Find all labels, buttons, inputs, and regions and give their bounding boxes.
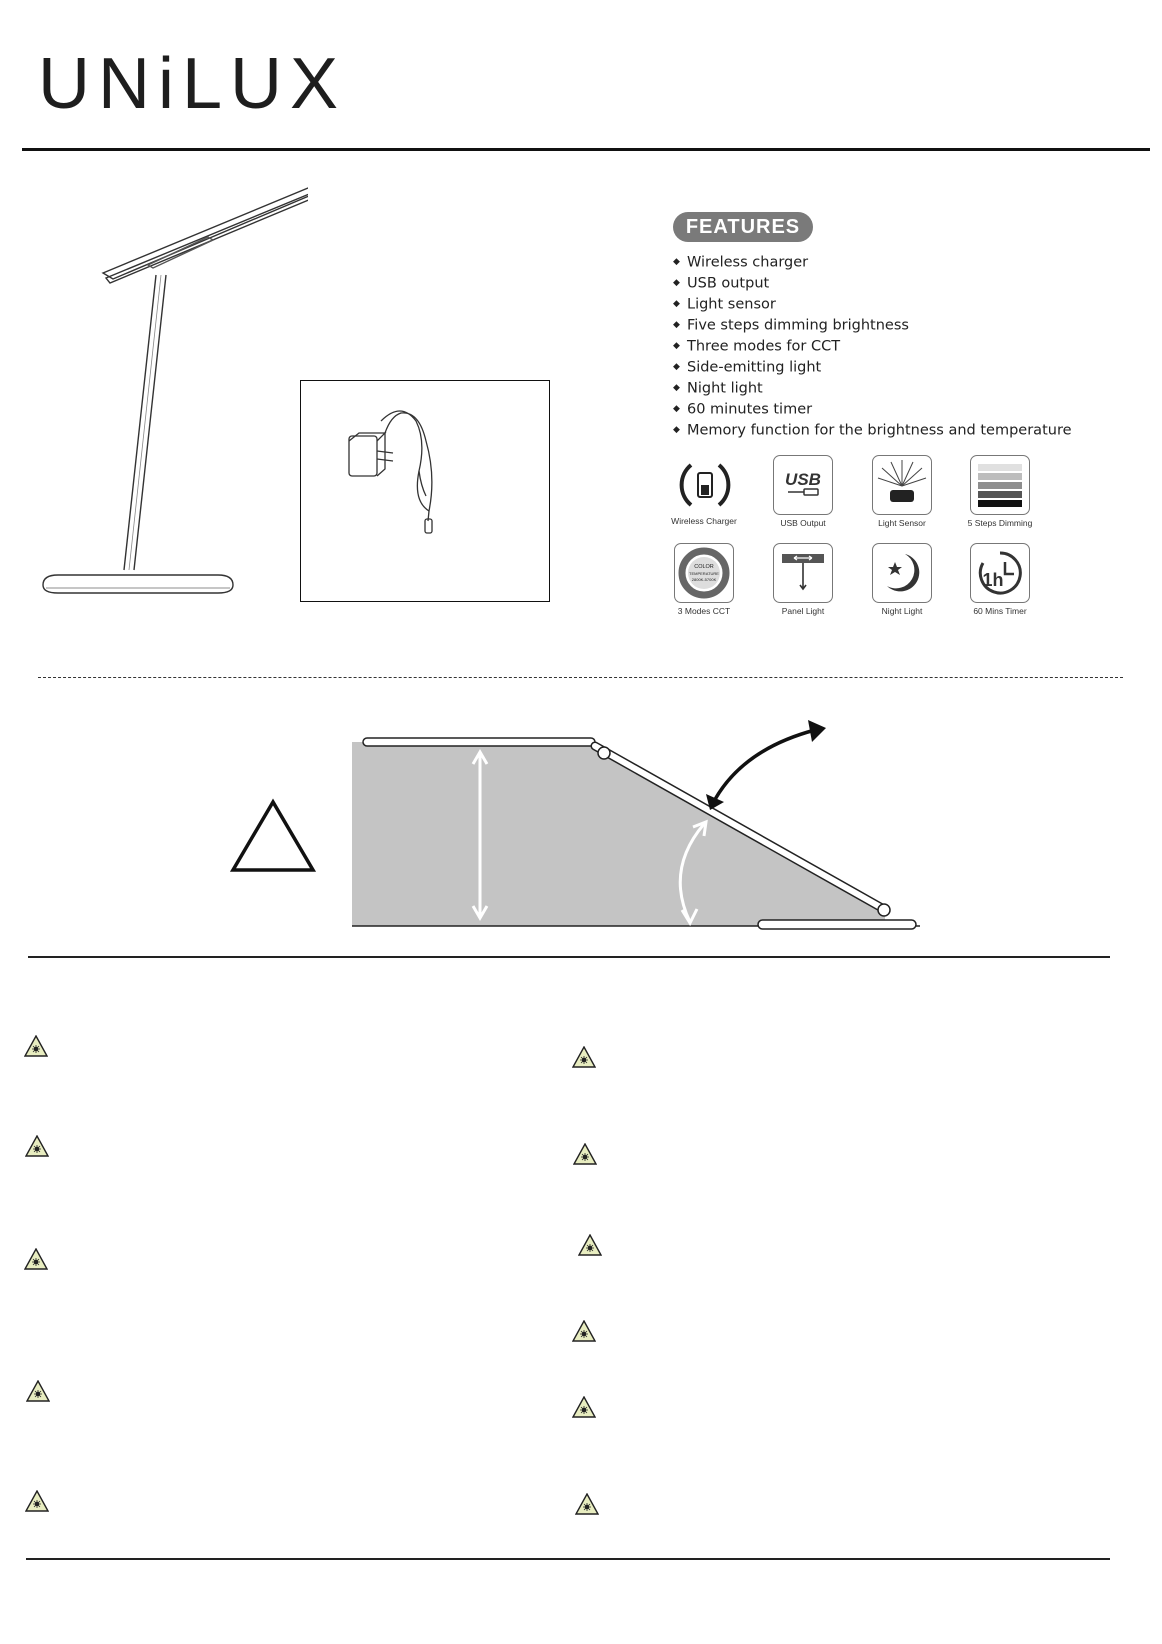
svg-text:TEMPERATURE: TEMPERATURE bbox=[689, 571, 719, 576]
diamond-bullet-icon: ◆ bbox=[673, 404, 680, 414]
diamond-bullet-icon: ◆ bbox=[673, 341, 680, 351]
panel-light-icon bbox=[774, 544, 832, 602]
laser-warning-icon bbox=[573, 1143, 597, 1165]
power-adapter-icon bbox=[301, 381, 551, 603]
diamond-bullet-icon: ◆ bbox=[673, 257, 680, 267]
feature-icon-night-light: Night Light bbox=[852, 543, 952, 616]
diamond-bullet-icon: ◆ bbox=[673, 425, 680, 435]
svg-text:1h: 1h bbox=[982, 570, 1004, 590]
feature-item: ◆ Wireless charger bbox=[673, 252, 1072, 273]
feature-item: ◆ Side-emitting light bbox=[673, 357, 1072, 378]
desk-lamp-drawing bbox=[38, 175, 308, 605]
laser-warning-icon bbox=[25, 1490, 49, 1512]
feature-icon-timer: 1h 60 Mins Timer bbox=[950, 543, 1050, 616]
diamond-bullet-icon: ◆ bbox=[673, 362, 680, 372]
feature-icon-dimming: 5 Steps Dimming bbox=[950, 455, 1050, 528]
features-list bbox=[673, 252, 1072, 441]
caution-triangle-icon bbox=[233, 802, 313, 870]
laser-warning-icon bbox=[24, 1248, 48, 1270]
laser-warning-icon bbox=[24, 1035, 48, 1057]
svg-text:COLOR: COLOR bbox=[694, 564, 714, 570]
feature-item: ◆ 60 minutes timer bbox=[673, 399, 1072, 420]
color-temperature-icon bbox=[675, 544, 733, 602]
feature-icon-panel-light: Panel Light bbox=[753, 543, 853, 616]
usb-output-icon bbox=[774, 456, 832, 514]
feature-item: ◆ Memory function for the brightness and temperature bbox=[673, 420, 1072, 441]
laser-warning-icon bbox=[572, 1320, 596, 1342]
feature-item: ◆ Five steps dimming brightness bbox=[673, 315, 1072, 336]
lamp-adjustment-diagram bbox=[220, 710, 940, 940]
laser-warning-icon bbox=[572, 1396, 596, 1418]
section-divider bbox=[28, 956, 1110, 958]
feature-icon-usb-output: USB USB Output bbox=[753, 455, 853, 528]
diamond-bullet-icon: ◆ bbox=[673, 383, 680, 393]
diamond-bullet-icon: ◆ bbox=[673, 299, 680, 309]
feature-item: ◆ USB output bbox=[673, 273, 1072, 294]
wireless-charger-icon bbox=[675, 455, 735, 515]
section-divider-dashed bbox=[38, 677, 1123, 678]
header-divider bbox=[22, 148, 1150, 151]
svg-text:UNiLUX: UNiLUX bbox=[38, 50, 347, 120]
laser-warning-icon bbox=[25, 1135, 49, 1157]
svg-text:USB: USB bbox=[785, 470, 821, 489]
feature-icon-cct: COLOR TEMPERATURE 2800K-5700K 3 Modes CCT bbox=[654, 543, 754, 616]
features-heading: FEATURES bbox=[673, 212, 813, 242]
timer-icon bbox=[971, 544, 1029, 602]
feature-item: ◆ Night light bbox=[673, 378, 1072, 399]
dimming-steps-icon bbox=[971, 456, 1029, 514]
footer-divider bbox=[26, 1558, 1110, 1560]
feature-icon-light-sensor: Light Sensor bbox=[852, 455, 952, 528]
unilux-logo bbox=[38, 50, 378, 120]
laser-warning-icon bbox=[575, 1493, 599, 1515]
laser-warning-icon bbox=[578, 1234, 602, 1256]
light-sensor-icon bbox=[873, 456, 931, 514]
svg-text:2800K-5700K: 2800K-5700K bbox=[691, 577, 717, 582]
diamond-bullet-icon: ◆ bbox=[673, 320, 680, 330]
feature-icon-wireless-charger: Wireless Charger bbox=[654, 455, 754, 526]
feature-item: ◆ Light sensor bbox=[673, 294, 1072, 315]
power-adapter-figure bbox=[300, 380, 550, 602]
diamond-bullet-icon: ◆ bbox=[673, 278, 680, 288]
laser-warning-icon bbox=[572, 1046, 596, 1068]
night-light-icon bbox=[873, 544, 931, 602]
feature-item: ◆ Three modes for CCT bbox=[673, 336, 1072, 357]
laser-warning-icon bbox=[26, 1380, 50, 1402]
